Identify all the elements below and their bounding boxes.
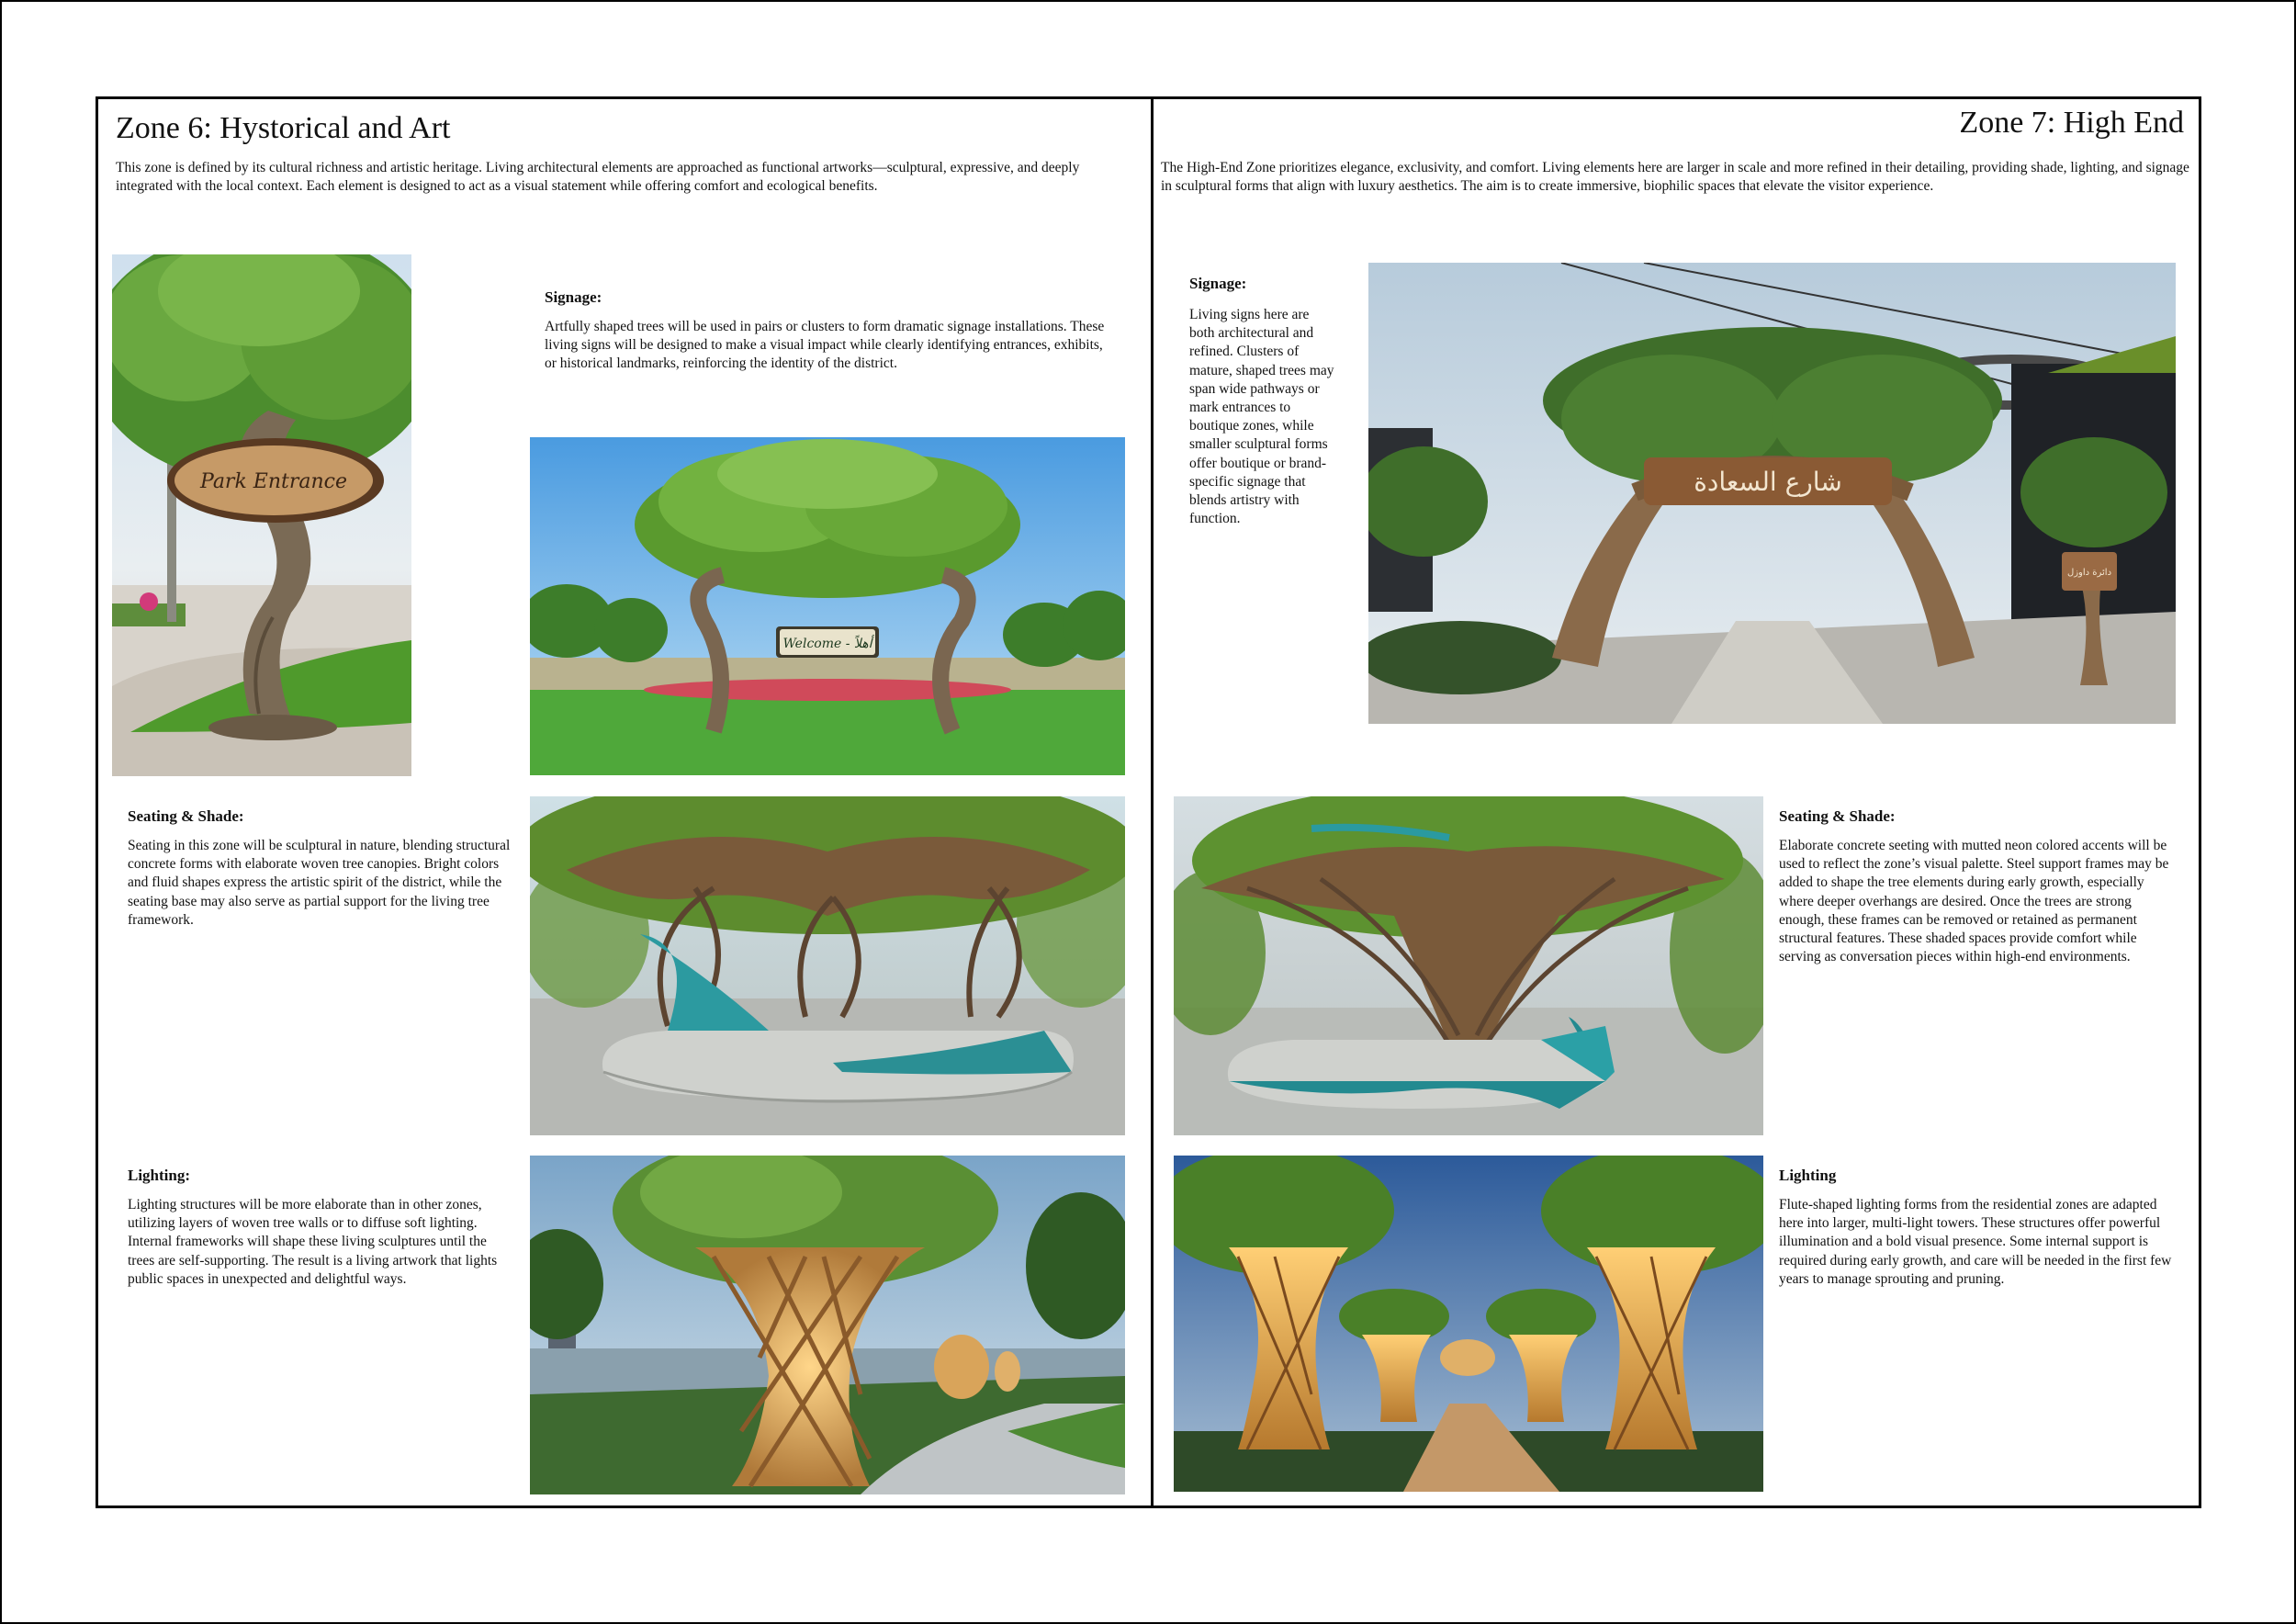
small-sign-text: دائرة داوزل [2066,568,2112,578]
zone6-signage-text: Artfully shaped trees will be used in pairs or clusters to form dramatic signage installations. These living signs will be designed to make a visual impact while clearly identifying entrances, exhibits, or historical landmarks, reinforcing the identity of the district. [545,319,1105,372]
zone6-signage-heading: Signage: [545,288,602,306]
woven-tree-lighting-photo [530,1156,1125,1494]
zone6-lighting-heading: Lighting: [128,1167,191,1184]
arch-sign-text: شارع السعادة [1694,467,1842,497]
zone7-title: Zone 7: High End [1959,106,2184,140]
zone7-signage-heading: Signage: [1189,275,1247,292]
welcome-sign-tree-photo [530,437,1125,775]
zone7-intro: The High-End Zone prioritizes elegance, exclusivity, and comfort. Living elements here are larger in scale and more refined in their detailing, providing shade, lighting, and signage in sculptural forms that align with luxury aesthetics. The aim is to create immersive, biophilic spaces that elevate the visitor experience. [1161,160,2189,194]
zone6-title: Zone 6: Hystorical and Art [116,111,451,145]
zone6-intro: This zone is defined by its cultural richness and artistic heritage. Living architectural elements are approached as functional artworks—sculptural, expressive, and deeply integrated with the local context. Each element is designed to act as a visual statement while offering comfort and ecological benefits. [116,160,1080,194]
zone6-seating-text: Seating in this zone will be sculptural in nature, blending structural concrete forms with elaborate woven tree canopies. Bright colors and fluid shapes express the artistic spirit of the district, while the seating base may also serve as partial support for the living tree framework. [128,838,511,928]
arch-tree-street-sign-photo [1368,263,2176,724]
sculptural-seating-photo [530,796,1125,1135]
park-entrance-tree-photo [112,254,411,776]
high-end-seating-photo [1174,796,1763,1135]
zone7-lighting-text: Flute-shaped lighting forms from the residential zones are adapted here into larger, multi-light towers. These structures offer powerful illumination and a bold visual presence. Some internal support is required during early growth, and care will be needed in the first few years to manage sprouting and pruning. [1779,1197,2172,1287]
lighting-towers-photo [1174,1156,1763,1492]
park-entrance-sign-text: Park Entrance [200,470,347,493]
zone7-signage-text: Living signs here are both architectural and refined. Clusters of mature, shaped trees may span wide pathways or mark entrances to boutique zones, while smaller sculptural forms offer boutique or brand-specific signage that blends artistry with function. [1189,307,1334,527]
zone7-seating-heading: Seating & Shade: [1779,807,1896,825]
welcome-sign-text: Welcome - أهلاً [782,637,872,651]
zone6-seating-heading: Seating & Shade: [128,807,244,825]
zone7-lighting-heading: Lighting [1779,1167,1837,1184]
zone7-seating-text: Elaborate concrete seeting with mutted neon colored accents will be used to reflect the zone’s visual palette. Steel support frames may be added to shape the tree elements during early growth, especially where deeper overhangs are desired. Once the trees are strong enough, these frames can be removed or retained as permanent structural features. These shaded spaces provide comfort while serving as conversation pieces within high-end environments. [1779,838,2169,965]
zone6-lighting-text: Lighting structures will be more elaborate than in other zones, utilizing layers of woven tree walls or to diffuse soft lighting. Internal frameworks will shape these living sculptures until the trees are self-supporting. The result is a living artwork that lights public spaces in unexpected and delightful ways. [128,1197,498,1287]
